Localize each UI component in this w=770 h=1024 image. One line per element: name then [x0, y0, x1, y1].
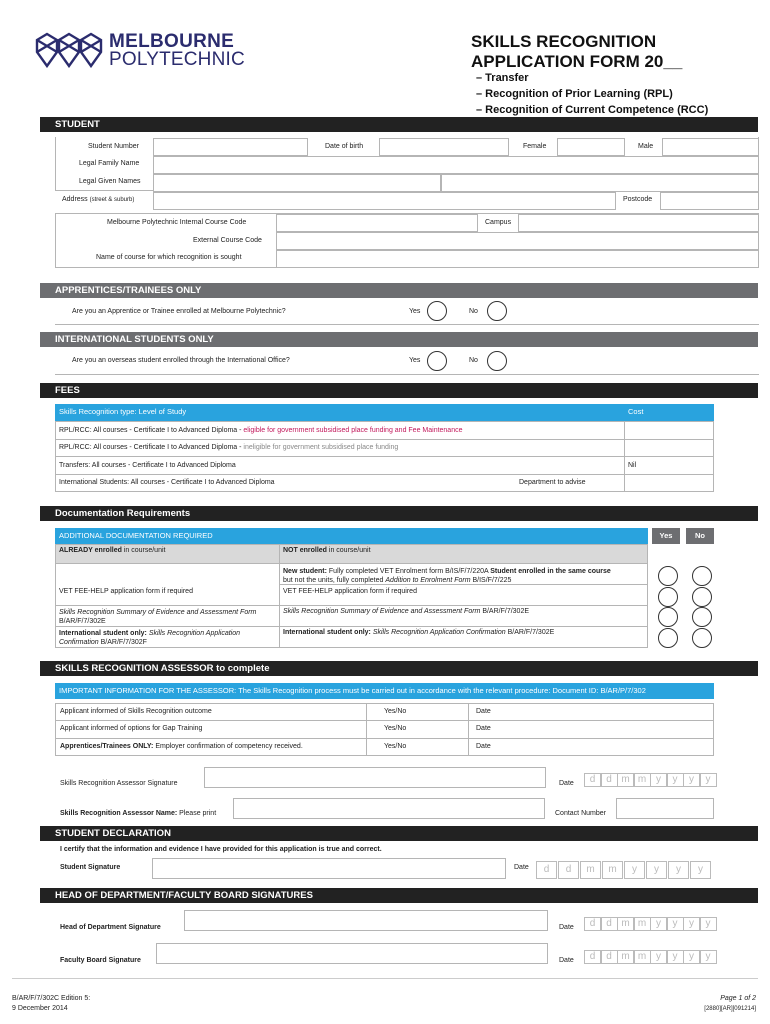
fees-row-divider — [55, 474, 714, 475]
student-signature-field[interactable] — [152, 858, 506, 879]
docs-new-bold-2: Student enrolled in the same course — [490, 568, 611, 575]
date-digit-box[interactable]: d — [584, 950, 601, 964]
assessor-col-divider — [366, 703, 367, 756]
melbourne-polytechnic-logo — [35, 32, 245, 72]
docs-new-italic: Addition to Enrolment Form — [385, 577, 471, 584]
course-code-field[interactable] — [276, 214, 478, 232]
international-yes-label: Yes — [409, 357, 421, 364]
date-digit-box[interactable]: y — [700, 917, 717, 931]
student-number-field[interactable] — [153, 138, 308, 156]
family-name-label: Legal Family Name — [79, 160, 140, 167]
footer-left — [12, 994, 90, 1014]
assessor-row-3 — [60, 743, 303, 750]
docs-summary-already-code: B/AR/F/7/302E — [59, 618, 106, 625]
address-label — [62, 196, 134, 203]
date-digit-box[interactable]: y — [700, 773, 717, 787]
apprentice-no-radio[interactable] — [487, 301, 507, 321]
footer-edition-date: 9 December 2014 — [12, 1005, 68, 1012]
docs-international-already-line1 — [59, 629, 240, 638]
date-digit-box[interactable]: d — [601, 917, 618, 931]
logo-mark-icon — [35, 32, 105, 68]
docs-fee-help-already: VET FEE-HELP application form if required — [59, 588, 193, 595]
date-digit-box[interactable]: d — [601, 773, 618, 787]
date-digit-box[interactable]: y — [667, 950, 684, 964]
assessor-row-divider — [55, 720, 714, 721]
logo-text-line2: POLYTECHNIC — [109, 49, 245, 70]
docs-row-divider — [55, 626, 648, 627]
docs-row-divider — [55, 605, 648, 606]
international-section-heading: INTERNATIONAL STUDENTS ONLY — [40, 332, 758, 347]
fees-row-3: Transfers: All courses - Certificate I to Advanced Diploma — [59, 462, 236, 469]
assessor-info-banner: IMPORTANT INFORMATION FOR THE ASSESSOR: The Skills Recognition process must be carried out in accordance with the relevant procedure: Document ID: B/AR/P/7/302 — [55, 683, 714, 699]
faculty-signature-field[interactable] — [156, 943, 548, 964]
docs-summary-already-line1 — [59, 608, 256, 617]
docs-row2-no-radio[interactable] — [692, 587, 712, 607]
docs-not-header — [283, 547, 371, 554]
assessor-row-3-bold: Apprentices/Trainees ONLY: — [60, 743, 154, 750]
apprentice-no-label: No — [469, 308, 478, 315]
faculty-signature-label: Faculty Board Signature — [60, 957, 141, 964]
title-line1: SKILLS RECOGNITION — [471, 32, 657, 51]
fees-row-4-note: Department to advise — [519, 479, 586, 486]
student-signature-label: Student Signature — [60, 864, 121, 871]
hod-signature-label: Head of Department Signature — [60, 924, 161, 931]
family-name-field[interactable] — [153, 156, 759, 174]
footer-right — [704, 994, 756, 1014]
docs-summary-not-italic: Skills Recognition Summary of Evidence and Assessment Form — [283, 608, 481, 615]
docs-summary-already-italic: Skills Recognition Summary of Evidence and Assessment Form — [59, 609, 257, 616]
fees-section-heading: FEES — [40, 383, 758, 398]
docs-intl-already-italic: Skills Recognition Application — [146, 630, 241, 637]
student-section-heading: STUDENT — [40, 117, 758, 132]
fees-cost-header: Cost — [624, 404, 714, 421]
fees-row-2-note: ineligible for government subsidised place funding — [243, 444, 399, 451]
footer-divider — [12, 978, 758, 979]
docs-intl-not-code: B/AR/F/7/302E — [505, 629, 555, 636]
postcode-field[interactable] — [660, 192, 759, 210]
date-digit-box[interactable]: y — [667, 917, 684, 931]
date-digit-box[interactable]: d — [584, 917, 601, 931]
form-subtitles — [476, 70, 708, 118]
docs-intl-already-bold: International student only: — [59, 630, 147, 637]
date-digit-box[interactable]: y — [683, 917, 700, 931]
date-digit-box[interactable]: y — [624, 861, 645, 879]
fees-row-2 — [59, 444, 398, 451]
docs-summary-not — [283, 608, 529, 615]
docs-no-header: No — [686, 528, 714, 544]
docs-intl-already-italic-2: Confirmation — [59, 639, 99, 646]
date-digit-box[interactable]: m — [580, 861, 601, 879]
fees-row-1 — [59, 427, 463, 434]
dob-field[interactable] — [379, 138, 509, 156]
footer-page-number: Page 1 of 2 — [720, 995, 756, 1002]
assessor-row-1-date[interactable]: Date — [476, 708, 491, 715]
course-name-label: Name of course for which recognition is sought — [96, 254, 242, 261]
date-digit-box[interactable]: y — [683, 773, 700, 787]
assessor-name-label — [60, 810, 216, 817]
date-digit-box[interactable]: y — [690, 861, 711, 879]
docs-international-not — [283, 629, 554, 636]
date-digit-box[interactable]: m — [617, 950, 634, 964]
fees-row-1-text: RPL/RCC: All courses - Certificate I to Advanced Diploma - — [59, 427, 244, 434]
hod-signature-field[interactable] — [184, 910, 548, 931]
assessor-signature-label: Skills Recognition Assessor Signature — [60, 780, 178, 787]
address-field[interactable] — [153, 192, 616, 210]
docs-international-already-line2 — [59, 638, 240, 647]
docs-new-student-line2 — [283, 576, 611, 585]
form-title — [471, 32, 682, 72]
declaration-section-heading: STUDENT DECLARATION — [40, 826, 758, 841]
fees-row-divider — [55, 456, 714, 457]
male-label: Male — [638, 143, 654, 150]
fees-type-header: Skills Recognition type: Level of Study — [55, 404, 624, 421]
date-digit-box[interactable]: d — [601, 950, 618, 964]
assessor-section-heading: SKILLS RECOGNITION ASSESSOR to complete — [40, 661, 758, 676]
docs-row1-no-radio[interactable] — [692, 566, 712, 586]
faculty-date-label: Date — [559, 957, 574, 964]
docs-row4-no-radio[interactable] — [692, 628, 712, 648]
assessor-signature-field[interactable] — [204, 767, 546, 788]
contact-number-label: Contact Number — [555, 810, 606, 817]
assessor-row-2-date[interactable]: Date — [476, 725, 491, 732]
assessor-name-bold: Skills Recognition Assessor Name: — [60, 810, 178, 817]
international-no-radio[interactable] — [487, 351, 507, 371]
subtitle-transfer: – Transfer — [476, 72, 529, 84]
assessor-date-label: Date — [559, 780, 574, 787]
date-digit-box[interactable]: d — [584, 773, 601, 787]
contact-number-field[interactable] — [616, 798, 714, 819]
international-no-label: No — [469, 357, 478, 364]
fees-row-4: International Students: All courses - Certificate I to Advanced Diploma — [59, 479, 275, 486]
external-code-field[interactable] — [276, 232, 759, 250]
address-label-text: Address — [62, 196, 88, 203]
docs-row1-yes-radio[interactable] — [658, 566, 678, 586]
date-digit-box[interactable]: m — [617, 773, 634, 787]
assessor-row-divider — [55, 738, 714, 739]
given-names-field-2[interactable] — [441, 174, 759, 192]
apprentice-yes-label: Yes — [409, 308, 421, 315]
female-field[interactable] — [557, 138, 625, 156]
given-names-label: Legal Given Names — [79, 178, 141, 185]
docs-blue-header: ADDITIONAL DOCUMENTATION REQUIRED — [55, 528, 648, 544]
date-digit-box[interactable]: y — [700, 950, 717, 964]
docs-row4-yes-radio[interactable] — [658, 628, 678, 648]
subtitle-rpl: – Recognition of Prior Learning (RPL) — [476, 88, 673, 100]
male-field[interactable] — [662, 138, 759, 156]
docs-not-bold: NOT enrolled — [283, 547, 327, 554]
date-digit-box[interactable]: m — [602, 861, 623, 879]
assessor-row-2: Applicant informed of options for Gap Training — [60, 725, 203, 732]
assessor-row-3-date[interactable]: Date — [476, 743, 491, 750]
docs-new-student-line1 — [283, 567, 611, 576]
address-note: (street & suburb) — [89, 197, 135, 203]
assessor-name-field[interactable] — [233, 798, 545, 819]
apprentices-section-heading: APPRENTICES/TRAINEES ONLY — [40, 283, 758, 298]
date-digit-box[interactable]: y — [646, 861, 667, 879]
external-code-label: External Course Code — [193, 237, 262, 244]
international-divider — [55, 374, 759, 375]
docs-new-student — [283, 567, 611, 585]
fees-row-1-note: eligible for government subsidised place funding and Fee Maintenance — [243, 427, 463, 434]
docs-fee-help-not: VET FEE-HELP application form if required — [283, 588, 417, 595]
assessor-row-2-yesno[interactable]: Yes/No — [384, 725, 407, 732]
assessor-row-1: Applicant informed of Skills Recognition outcome — [60, 708, 212, 715]
student-date-label: Date — [514, 864, 529, 871]
international-yes-radio[interactable] — [427, 351, 447, 371]
docs-new-bold: New student: — [283, 568, 327, 575]
date-digit-box[interactable]: m — [634, 950, 651, 964]
assessor-row-1-yesno[interactable]: Yes/No — [384, 708, 407, 715]
docs-row3-no-radio[interactable] — [692, 607, 712, 627]
international-question: Are you an overseas student enrolled through the International Office? — [72, 357, 290, 364]
assessor-row-3-yesno[interactable]: Yes/No — [384, 743, 407, 750]
docs-intl-not-bold: International student only: — [283, 629, 371, 636]
date-digit-box[interactable]: y — [668, 861, 689, 879]
campus-field[interactable] — [518, 214, 759, 232]
assessor-row-3-text: Employer confirmation of competency received. — [153, 743, 303, 750]
docs-new-code: B/IS/F/7/225 — [470, 577, 512, 584]
hod-section-heading: HEAD OF DEPARTMENT/FACULTY BOARD SIGNATURES — [40, 888, 758, 903]
docs-new-text-2: but not the units, fully completed — [283, 577, 386, 584]
docs-summary-not-code: B/AR/F/7/302E — [480, 608, 530, 615]
date-digit-box[interactable]: d — [536, 861, 557, 879]
docs-intl-already-code: B/AR/F/7/302F — [98, 639, 147, 646]
dob-label: Date of birth — [325, 143, 364, 150]
date-digit-box[interactable]: d — [558, 861, 579, 879]
docs-already-bold: ALREADY enrolled — [59, 547, 122, 554]
fees-row-divider — [55, 439, 714, 440]
docs-already-header — [59, 547, 165, 554]
fees-row-3-cost: Nil — [628, 462, 637, 469]
date-digit-box[interactable]: m — [617, 917, 634, 931]
student-number-label: Student Number — [88, 143, 139, 150]
date-digit-box[interactable]: m — [634, 917, 651, 931]
female-label: Female — [523, 143, 547, 150]
date-digit-box[interactable]: y — [667, 773, 684, 787]
course-name-field[interactable] — [276, 250, 759, 268]
date-digit-box[interactable]: y — [650, 950, 667, 964]
fees-row-2-text: RPL/RCC: All courses - Certificate I to Advanced Diploma - — [59, 444, 244, 451]
docs-intl-not-italic: Skills Recognition Application Confirmation — [370, 629, 506, 636]
subtitle-rcc: – Recognition of Current Competence (RCC) — [476, 104, 709, 116]
assessor-col-divider — [468, 703, 469, 756]
docs-not-text: in course/unit — [326, 547, 371, 554]
footer-reference: [2880][AR][091214] — [704, 1006, 756, 1012]
apprentice-yes-radio[interactable] — [427, 301, 447, 321]
title-line2: APPLICATION FORM 20__ — [471, 52, 683, 71]
campus-label: Campus — [485, 219, 512, 226]
docs-new-text: Fully completed VET Enrolment form B/IS/F/7/220A — [326, 568, 491, 575]
date-digit-box[interactable]: y — [650, 917, 667, 931]
date-digit-box[interactable]: y — [683, 950, 700, 964]
logo-text-line1: MELBOURNE — [109, 31, 235, 52]
docs-already-text: in course/unit — [121, 547, 166, 554]
date-digit-box[interactable]: m — [634, 773, 651, 787]
given-names-field[interactable] — [153, 174, 441, 192]
apprentice-divider — [55, 324, 759, 325]
docs-row2-yes-radio[interactable] — [658, 587, 678, 607]
date-digit-box[interactable]: y — [650, 773, 667, 787]
apprentice-question: Are you an Apprentice or Trainee enrolled at Melbourne Polytechnic? — [72, 308, 286, 315]
docs-international-already — [59, 629, 240, 647]
documentation-section-heading: Documentation Requirements — [40, 506, 758, 521]
docs-row3-yes-radio[interactable] — [658, 607, 678, 627]
assessor-name-text: Please print — [177, 810, 217, 817]
hod-date-label: Date — [559, 924, 574, 931]
docs-summary-already — [59, 608, 256, 626]
declaration-statement: I certify that the information and evidence I have provided for this application is true and correct. — [60, 846, 382, 853]
docs-yes-header: Yes — [652, 528, 680, 544]
course-code-label: Melbourne Polytechnic Internal Course Code — [107, 219, 247, 226]
footer-form-code: B/AR/F/7/302C Edition 5: — [12, 995, 91, 1002]
postcode-label: Postcode — [623, 196, 653, 203]
